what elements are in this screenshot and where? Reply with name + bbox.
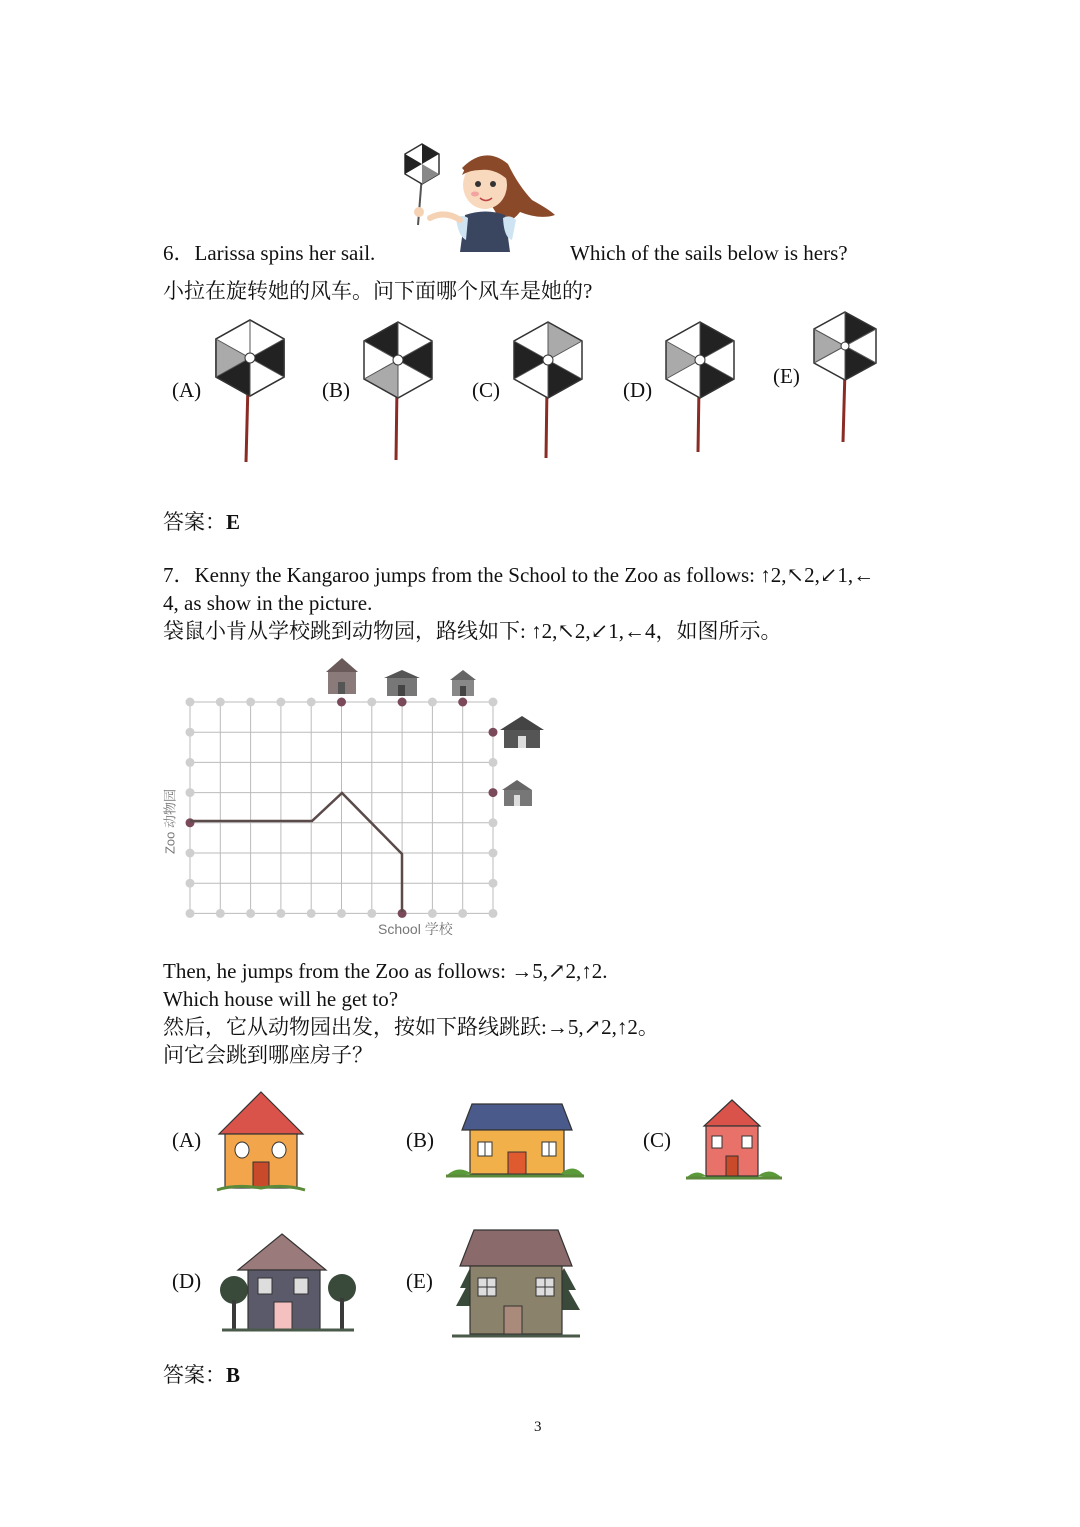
- q6-option-c-label: (C): [472, 378, 500, 402]
- grid-edge-dot: [186, 728, 195, 737]
- grid-zoo-label: Zoo 动物园: [162, 789, 178, 855]
- grid-house-3: [450, 670, 476, 696]
- grid-edge-dot: [276, 698, 285, 707]
- q7-which-line: Which house will he get to?: [163, 987, 399, 1011]
- grid-edge-dot: [186, 758, 195, 767]
- q6-option-a-label: (A): [172, 378, 202, 402]
- girl-with-pinwheel-illustration: [400, 140, 560, 258]
- q6-question-zh: 小拉在旋转她的风车。问下面哪个风车是她的?: [163, 279, 593, 303]
- grid-edge-dot: [489, 849, 498, 858]
- q7-option-a-label: (A): [172, 1128, 202, 1152]
- grid-edge-dot: [186, 698, 195, 707]
- q6-pinwheel-a: [212, 318, 288, 464]
- q7-answer-value: B: [226, 1363, 241, 1387]
- q7-question-zh1: 袋鼠小肯从学校跳到动物园，路线如下: ↑2,↖2,↙1,←4，如图所示。: [163, 619, 782, 643]
- grid-edge-dot: [489, 818, 498, 827]
- grid-edge-dot: [276, 909, 285, 918]
- grid-school-label: School 学校: [378, 921, 453, 937]
- grid-edge-dot: [307, 909, 316, 918]
- q7-option-d-label: (D): [172, 1269, 202, 1293]
- grid-house-2: [384, 670, 420, 696]
- q7-question-line2: 4, as show in the picture.: [163, 591, 373, 615]
- q6-question-en-part2: Which of the sails below is hers?: [570, 241, 848, 265]
- grid-house-1: [326, 658, 358, 694]
- grid-edge-dot: [398, 698, 407, 707]
- grid-edge-dot: [246, 909, 255, 918]
- page-number: 3: [534, 1419, 542, 1435]
- grid-edge-dot: [246, 698, 255, 707]
- grid-edge-dot: [428, 698, 437, 707]
- q6-pinwheel-c: [510, 320, 586, 460]
- q7-question-line1: 7．Kenny the Kangaroo jumps from the School to the Zoo as follows: ↑2,↖2,↙1,←: [163, 563, 875, 587]
- q6-pinwheel-d: [662, 320, 738, 454]
- grid-edge-dot: [489, 758, 498, 767]
- q7-jump-grid: [160, 650, 560, 950]
- grid-edge-dot: [489, 879, 498, 888]
- grid-edge-dot: [186, 909, 195, 918]
- q6-answer-value: E: [226, 510, 241, 534]
- grid-edge-dot: [307, 698, 316, 707]
- q7-option-b-label: (B): [406, 1128, 434, 1152]
- grid-house-4: [500, 716, 544, 748]
- q7-option-c-label: (C): [643, 1128, 671, 1152]
- grid-edge-dot: [337, 698, 346, 707]
- grid-edge-dot: [216, 909, 225, 918]
- q7-option-e-label: (E): [406, 1269, 433, 1293]
- q7-question-zh2: 然后，它从动物园出发，按如下路线跳跃:→5,↗2,↑2。: [163, 1015, 659, 1039]
- grid-lines: [186, 698, 498, 918]
- q7-house-a: [215, 1088, 307, 1194]
- grid-edge-dot: [186, 849, 195, 858]
- q6-answer-label: 答案：: [163, 510, 226, 534]
- q7-house-e: [448, 1218, 584, 1342]
- grid-edge-dot: [489, 698, 498, 707]
- q6-question-en-part1: 6．Larissa spins her sail.: [163, 241, 376, 265]
- grid-edge-dot: [367, 698, 376, 707]
- grid-edge-dot: [428, 909, 437, 918]
- grid-edge-dot: [186, 788, 195, 797]
- q6-option-d-label: (D): [623, 378, 653, 402]
- grid-edge-dot: [489, 788, 498, 797]
- q7-house-b: [444, 1100, 586, 1180]
- grid-house-5: [502, 780, 532, 806]
- grid-edge-dot: [216, 698, 225, 707]
- q7-then-line: Then, he jumps from the Zoo as follows: →5,↗2,↑2.: [163, 959, 608, 983]
- q6-option-b-label: (B): [322, 378, 350, 402]
- q6-pinwheel-b: [360, 320, 436, 462]
- q6-pinwheel-e: [810, 310, 880, 444]
- q7-house-c: [682, 1096, 784, 1182]
- q7-answer: [163, 1359, 240, 1389]
- grid-edge-dot: [489, 728, 498, 737]
- grid-edge-dot: [337, 909, 346, 918]
- q7-house-d: [220, 1230, 356, 1338]
- q6-answer: [163, 506, 240, 536]
- grid-edge-dot: [458, 698, 467, 707]
- grid-edge-dot: [367, 909, 376, 918]
- grid-edge-dot: [489, 909, 498, 918]
- grid-edge-dot: [458, 909, 467, 918]
- q7-answer-label: 答案：: [163, 1363, 226, 1387]
- q6-option-e-label: (E): [773, 364, 800, 388]
- grid-edge-dot: [186, 818, 195, 827]
- grid-zoo-label-wrap: [160, 778, 180, 868]
- grid-edge-dot: [186, 879, 195, 888]
- q7-question-zh3: 问它会跳到哪座房子？: [163, 1043, 373, 1067]
